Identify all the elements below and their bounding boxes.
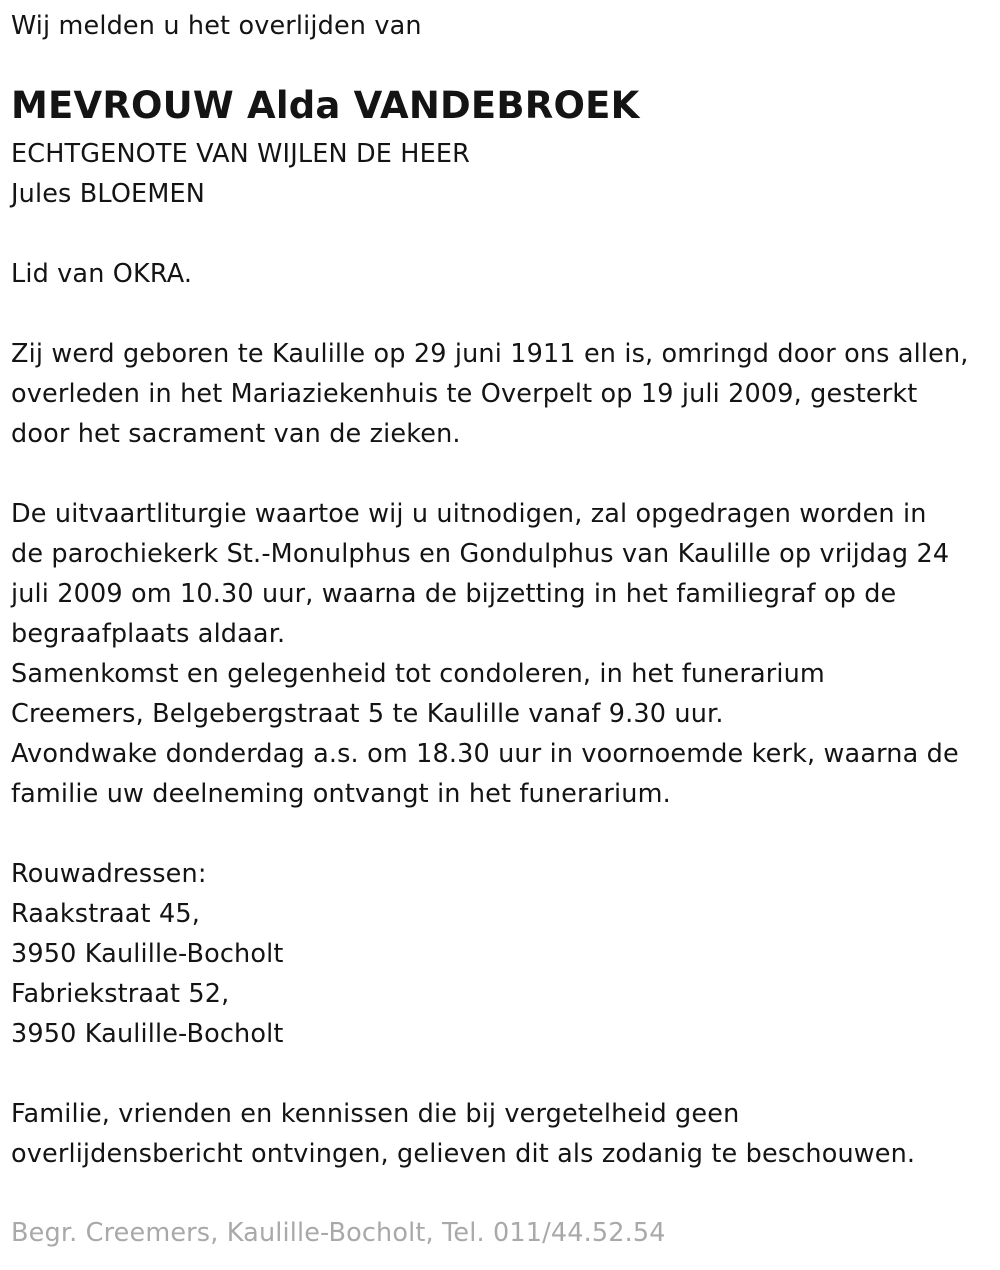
membership-block bbox=[11, 254, 192, 294]
membership-text: Lid van OKRA. bbox=[11, 259, 193, 289]
birth-death-paragraph bbox=[11, 334, 969, 454]
address-line: 3950 Kaulille-Bocholt bbox=[11, 1019, 284, 1049]
paragraph-line: Familie, vrienden en kennissen die bij vergetelheid geen bbox=[11, 1099, 740, 1129]
spouse-name: Jules BLOEMEN bbox=[11, 179, 205, 209]
paragraph-line: familie uw deelneming ontvangt in het funerarium. bbox=[11, 779, 671, 809]
paragraph-line: begraafplaats aldaar. bbox=[11, 619, 286, 649]
spouse-block bbox=[11, 134, 470, 214]
paragraph-line: overlijdensbericht ontvingen, gelieven dit als zodanig te beschouwen. bbox=[11, 1139, 916, 1169]
paragraph-line: Avondwake donderdag a.s. om 18.30 uur in voornoemde kerk, waarna de bbox=[11, 739, 959, 769]
paragraph-line: juli 2009 om 10.30 uur, waarna de bijzetting in het familiegraf op de bbox=[11, 579, 897, 609]
paragraph-line: Creemers, Belgebergstraat 5 te Kaulille vanaf 9.30 uur. bbox=[11, 699, 724, 729]
address-line: Raakstraat 45, bbox=[11, 899, 200, 929]
address-line: 3950 Kaulille-Bocholt bbox=[11, 939, 284, 969]
paragraph-line: Zij werd geboren te Kaulille op 29 juni 1911 en is, omringd door ons allen, bbox=[11, 339, 969, 369]
paragraph-line: de parochiekerk St.-Monulphus en Gondulphus van Kaulille op vrijdag 24 bbox=[11, 539, 950, 569]
addresses-heading: Rouwadressen: bbox=[11, 859, 207, 889]
deceased-name: MEVROUW Alda VANDEBROEK bbox=[11, 84, 640, 127]
funeral-paragraph bbox=[11, 494, 959, 814]
address-line: Fabriekstraat 52, bbox=[11, 979, 230, 1009]
funeral-director-footer: Begr. Creemers, Kaulille-Bocholt, Tel. 011/44.52.54 bbox=[11, 1218, 666, 1248]
family-note-paragraph bbox=[11, 1094, 915, 1174]
intro-text: Wij melden u het overlijden van bbox=[11, 11, 422, 41]
spouse-relation: ECHTGENOTE VAN WIJLEN DE HEER bbox=[11, 139, 470, 169]
paragraph-line: overleden in het Mariaziekenhuis te Overpelt op 19 juli 2009, gesterkt bbox=[11, 379, 918, 409]
addresses-block bbox=[11, 854, 284, 1054]
paragraph-line: Samenkomst en gelegenheid tot condoleren, in het funerarium bbox=[11, 659, 825, 689]
paragraph-line: door het sacrament van de zieken. bbox=[11, 419, 461, 449]
paragraph-line: De uitvaartliturgie waartoe wij u uitnodigen, zal opgedragen worden in bbox=[11, 499, 927, 529]
